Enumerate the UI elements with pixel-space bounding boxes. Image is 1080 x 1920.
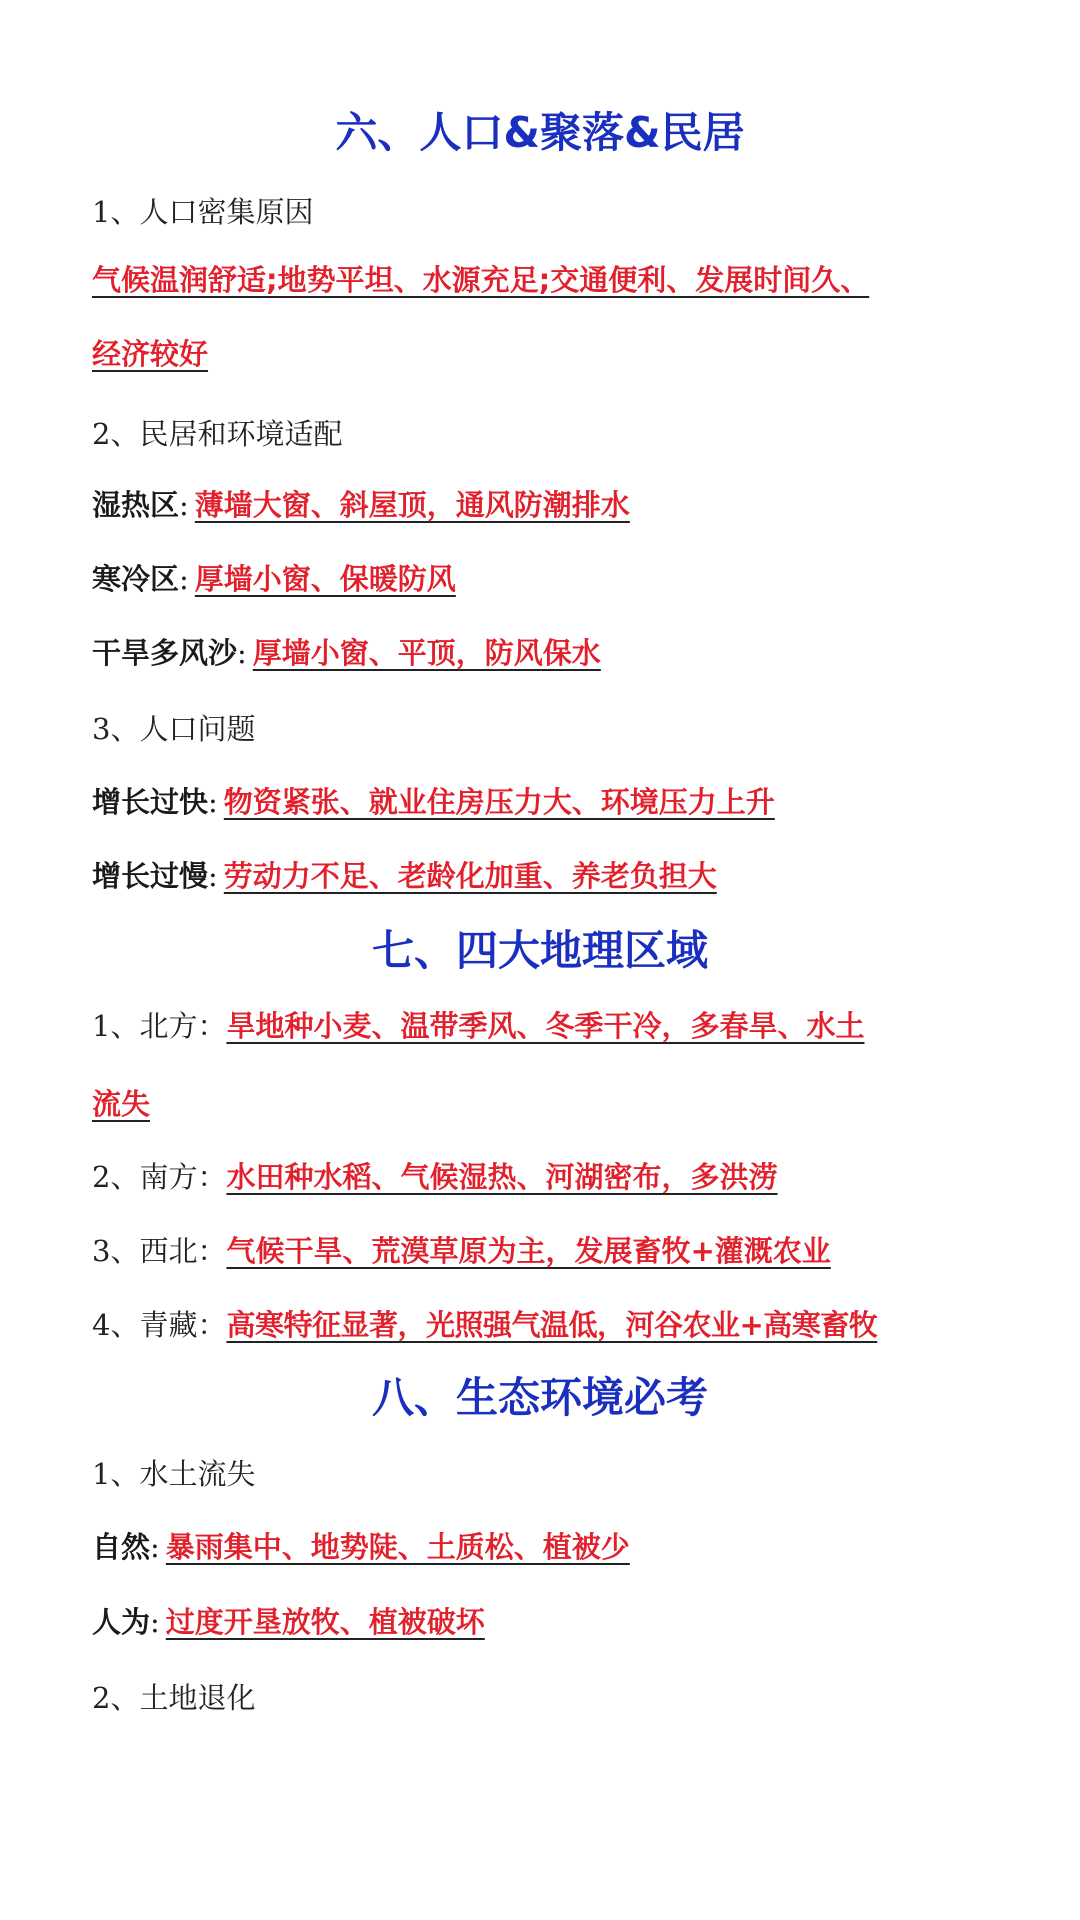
row-colon: : [208, 785, 218, 819]
row-cold-zone [92, 562, 1012, 596]
row-answer: 物资紧张、就业住房压力大、环境压力上升 [223, 785, 775, 819]
row-natural-causes [92, 1530, 1012, 1564]
row-label: 寒冷区 [92, 562, 180, 596]
row-humid-hot-zone [92, 488, 1012, 522]
row-colon: : [150, 1530, 160, 1564]
row-label: 增长过快 [92, 785, 209, 819]
section-title-population: 六、人口&聚落&民居 [335, 108, 745, 157]
row-answer: 过度开垦放牧、植被破坏 [165, 1605, 485, 1639]
answer-dense-population-line-1 [92, 263, 992, 297]
row-label: 人为 [92, 1605, 151, 1639]
row-colon: : [237, 636, 247, 670]
row-label: 干旱多风沙 [92, 636, 238, 670]
row-prefix: 2、南方： [92, 1160, 227, 1194]
row-colon: : [179, 562, 189, 596]
subheading-population-problems: 3、人口问题 [92, 712, 256, 746]
row-label: 湿热区 [92, 488, 180, 522]
subheading-land-degradation: 2、土地退化 [92, 1681, 256, 1715]
row-answer: 厚墙小窗、保暖防风 [194, 562, 456, 596]
row-label: 增长过慢 [92, 859, 209, 893]
row-answer: 厚墙小窗、平顶，防风保水 [252, 636, 601, 670]
row-prefix: 4、青藏： [92, 1308, 227, 1342]
row-northwest [92, 1234, 1012, 1268]
row-colon: : [150, 1605, 160, 1639]
row-prefix: 3、西北： [92, 1234, 227, 1268]
row-prefix: 1、北方： [92, 1009, 227, 1043]
row-answer: 高寒特征显著，光照强气温低，河谷农业+高寒畜牧 [226, 1308, 878, 1342]
subheading-dense-population-reasons: 1、人口密集原因 [92, 195, 314, 229]
row-answer: 旱地种小麦、温带季风、冬季干冷，多春旱、水土 [226, 1009, 865, 1043]
section-title-regions: 七、四大地理区域 [371, 926, 708, 975]
subheading-soil-erosion: 1、水土流失 [92, 1457, 256, 1491]
answer-text: 流失 [92, 1087, 151, 1121]
subheading-dwelling-adaptation: 2、民居和环境适配 [92, 417, 343, 451]
answer-dense-population-line-2 [92, 337, 992, 371]
row-human-causes [92, 1605, 1012, 1639]
row-colon: : [208, 859, 218, 893]
answer-text: 气候温润舒适;地势平坦、水源充足;交通便利、发展时间久、 [92, 263, 870, 297]
row-answer: 暴雨集中、地势陡、土质松、植被少 [165, 1530, 630, 1564]
row-north [92, 1009, 1012, 1043]
row-colon: : [179, 488, 189, 522]
section-title-ecology: 八、生态环境必考 [371, 1373, 708, 1422]
row-label: 自然 [92, 1530, 151, 1564]
row-answer: 气候干旱、荒漠草原为主，发展畜牧+灌溉农业 [226, 1234, 831, 1268]
row-qinghai-tibet [92, 1308, 1012, 1342]
row-growth-too-fast [92, 785, 1012, 819]
row-answer: 劳动力不足、老龄化加重、养老负担大 [223, 859, 717, 893]
row-arid-windy-zone [92, 636, 1012, 670]
row-south [92, 1160, 1012, 1194]
row-north-line-2 [92, 1087, 992, 1121]
answer-text: 经济较好 [92, 337, 209, 371]
row-answer: 薄墙大窗、斜屋顶，通风防潮排水 [194, 488, 630, 522]
row-growth-too-slow [92, 859, 1012, 893]
row-answer: 水田种水稻、气候湿热、河湖密布，多洪涝 [226, 1160, 778, 1194]
